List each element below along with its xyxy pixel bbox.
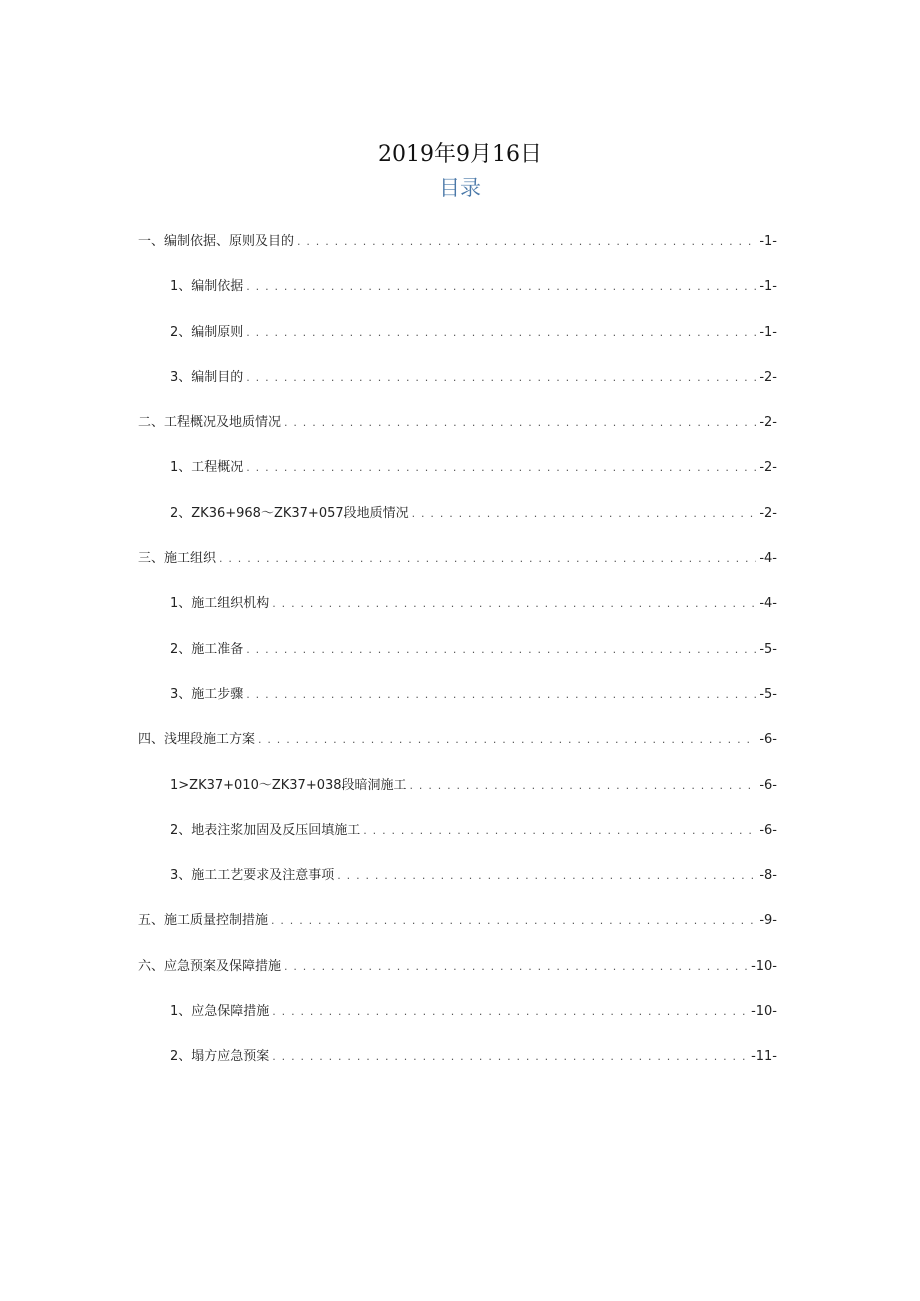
toc-entry-text: 1>ZK37+010～ZK37+038段暗洞施工: [170, 777, 407, 793]
toc-entry[interactable]: [0, 683, 920, 728]
toc-entry[interactable]: [0, 819, 920, 864]
toc-entry-text: 1、工程概况: [170, 460, 244, 476]
toc-leader-dots: [272, 1045, 748, 1069]
toc-entry-text: 六、应急预案及保障措施: [138, 958, 282, 974]
toc-entry-page: -6-: [759, 732, 777, 748]
toc-entry-text: 2、地表注浆加固及反压回填施工: [170, 822, 361, 838]
toc-entry-page: -1-: [759, 279, 777, 295]
toc-leader-dots: [246, 275, 756, 299]
toc-leader-dots: [246, 366, 756, 390]
toc-leader-dots: [412, 502, 757, 526]
toc-entry-page: -2-: [759, 415, 777, 431]
toc-entry-text: 三、施工组织: [138, 551, 217, 567]
toc-entry-text: 2、ZK36+968～ZK37+057段地质情况: [170, 505, 409, 521]
toc-leader-dots: [246, 638, 756, 662]
toc-entry[interactable]: [0, 230, 920, 275]
toc-entry-text: 3、施工工艺要求及注意事项: [170, 868, 335, 884]
toc-leader-dots: [258, 728, 756, 752]
toc-entry-page: -11-: [751, 1049, 777, 1065]
toc-entry-page: -4-: [759, 596, 777, 612]
toc-entry-text: 2、编制原则: [170, 324, 244, 340]
toc-entry-page: -8-: [759, 868, 777, 884]
toc-entry-text: 二、工程概况及地质情况: [138, 415, 282, 431]
toc-leader-dots: [284, 955, 748, 979]
toc-entry-page: -4-: [759, 551, 777, 567]
toc-leader-dots: [284, 411, 756, 435]
toc-entry-page: -2-: [759, 369, 777, 385]
toc-entry[interactable]: [0, 321, 920, 366]
toc-entry[interactable]: [0, 1000, 920, 1045]
toc-entry[interactable]: [0, 275, 920, 320]
toc-entry-text: 五、施工质量控制措施: [138, 913, 269, 929]
toc-entry[interactable]: [0, 864, 920, 909]
toc-entry[interactable]: [0, 592, 920, 637]
toc-entry[interactable]: [0, 456, 920, 501]
toc-leader-dots: [271, 909, 756, 933]
toc-entry-page: -6-: [759, 777, 777, 793]
toc-entry[interactable]: [0, 638, 920, 683]
toc-entry[interactable]: [0, 955, 920, 1000]
toc-entry-page: -5-: [759, 686, 777, 702]
toc-leader-dots: [246, 456, 756, 480]
toc-entry[interactable]: [0, 1045, 920, 1090]
toc-leader-dots: [272, 1000, 748, 1024]
toc-leader-dots: [246, 683, 756, 707]
toc-entry[interactable]: [0, 502, 920, 547]
toc-leader-dots: [410, 774, 757, 798]
toc-entry-page: -5-: [759, 641, 777, 657]
toc-entry-page: -2-: [759, 505, 777, 521]
toc-entry-text: 2、施工准备: [170, 641, 244, 657]
toc-leader-dots: [246, 321, 756, 345]
toc-leader-dots: [272, 592, 756, 616]
toc-entry[interactable]: [0, 728, 920, 773]
toc-entry-page: -10-: [751, 958, 777, 974]
toc-entry-page: -10-: [751, 1004, 777, 1020]
toc-entry-text: 1、编制依据: [170, 279, 244, 295]
toc-entry-text: 1、应急保障措施: [170, 1004, 270, 1020]
toc-entry-page: -2-: [759, 460, 777, 476]
toc-leader-dots: [363, 819, 756, 843]
toc-entry[interactable]: [0, 774, 920, 819]
toc-entry-text: 3、施工步骤: [170, 686, 244, 702]
toc-entry[interactable]: [0, 547, 920, 592]
document-date: 2019年9月16日: [378, 142, 542, 167]
toc-entry-page: -9-: [759, 913, 777, 929]
toc-leader-dots: [219, 547, 756, 571]
toc-entry[interactable]: [0, 411, 920, 456]
table-of-contents: [0, 230, 920, 1091]
toc-entry-text: 四、浅埋段施工方案: [138, 732, 256, 748]
toc-entry-text: 一、编制依据、原则及目的: [138, 234, 295, 249]
toc-entry-page: -1-: [759, 234, 777, 249]
toc-entry-page: -1-: [759, 324, 777, 340]
toc-entry[interactable]: [0, 909, 920, 954]
toc-leader-dots: [337, 864, 756, 888]
toc-entry-page: -6-: [759, 822, 777, 838]
toc-entry-text: 2、塌方应急预案: [170, 1049, 270, 1065]
toc-leader-dots: [297, 230, 756, 254]
toc-entry[interactable]: [0, 366, 920, 411]
toc-title: 目录: [439, 176, 481, 200]
toc-entry-text: 3、编制目的: [170, 369, 244, 385]
toc-entry-text: 1、施工组织机构: [170, 596, 270, 612]
